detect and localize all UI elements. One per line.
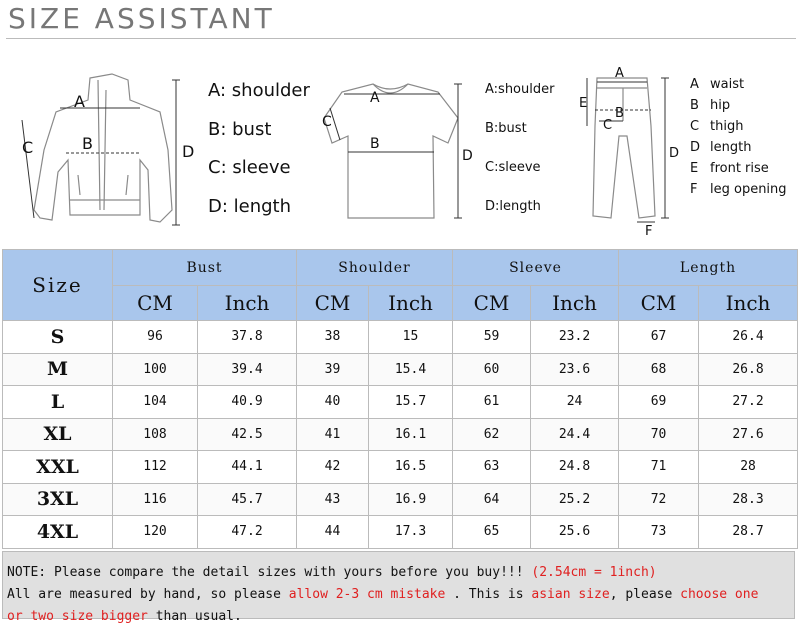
size-label: 4XL — [3, 516, 113, 549]
jacket-legend-c: C: sleeve — [208, 157, 291, 178]
note-line-1: NOTE: Please compare the detail sizes with yours before you buy!!! (2.54cm = 1inch) — [7, 565, 657, 580]
table-cell: 73 — [619, 516, 699, 549]
tshirt-label-c: C — [322, 114, 332, 130]
note-line-2: All are measured by hand, so please allow 2-3 cm mistake . This is asian size, please choose one — [7, 587, 759, 602]
table-cell: 28 — [699, 451, 798, 484]
table-cell: 28.3 — [699, 483, 798, 516]
table-cell: 65 — [453, 516, 531, 549]
unit-header: CM — [453, 286, 531, 321]
pants-legend-f: F leg opening — [690, 182, 787, 197]
table-cell: 61 — [453, 386, 531, 419]
table-group-header — [3, 250, 798, 286]
table-cell: 67 — [619, 321, 699, 354]
table-cell: 108 — [113, 418, 198, 451]
table-cell: 16.5 — [369, 451, 453, 484]
unit-header: CM — [113, 286, 198, 321]
unit-header: Inch — [198, 286, 297, 321]
table-cell: 24 — [531, 386, 619, 419]
pants-label-f: F — [645, 224, 653, 239]
table-cell: 24.8 — [531, 451, 619, 484]
table-cell: 26.8 — [699, 353, 798, 386]
jacket-diagram — [0, 60, 200, 240]
jacket-legend-b: B: bust — [208, 118, 272, 140]
table-cell: 116 — [113, 483, 198, 516]
pants-legend-c: C thigh — [690, 119, 744, 134]
table-cell: 25.2 — [531, 483, 619, 516]
table-cell: 47.2 — [198, 516, 297, 549]
table-cell: 23.6 — [531, 353, 619, 386]
pants-label-d: D — [669, 146, 680, 161]
jacket-label-b: B — [82, 134, 93, 153]
tshirt-legend-a: A:shoulder — [485, 82, 555, 97]
table-cell: 42 — [297, 451, 369, 484]
pants-label-e: E — [579, 96, 588, 111]
table-cell: 44 — [297, 516, 369, 549]
table-cell: 120 — [113, 516, 198, 549]
table-cell: 112 — [113, 451, 198, 484]
size-label: L — [3, 386, 113, 419]
pants-label-a: A — [615, 66, 624, 81]
table-cell: 15 — [369, 321, 453, 354]
table-row — [3, 516, 798, 549]
jacket-label-d: D — [182, 142, 195, 161]
table-cell: 16.1 — [369, 418, 453, 451]
table-cell: 104 — [113, 386, 198, 419]
table-cell: 40.9 — [198, 386, 297, 419]
table-cell: 43 — [297, 483, 369, 516]
size-table-body — [3, 321, 798, 549]
table-cell: 38 — [297, 321, 369, 354]
tshirt-legend-d: D:length — [485, 199, 541, 214]
tshirt-legend-c: C:sleeve — [485, 160, 541, 175]
table-row — [3, 451, 798, 484]
table-cell: 68 — [619, 353, 699, 386]
unit-header: Inch — [531, 286, 619, 321]
sleeve-header: Sleeve — [453, 250, 619, 286]
tshirt-illustration — [318, 68, 483, 238]
size-label: XXL — [3, 451, 113, 484]
table-cell: 15.4 — [369, 353, 453, 386]
table-row — [3, 321, 798, 354]
table-unit-header — [3, 286, 798, 321]
pants-legend-a: A waist — [690, 77, 745, 92]
table-cell: 96 — [113, 321, 198, 354]
table-cell: 39.4 — [198, 353, 297, 386]
table-cell: 17.3 — [369, 516, 453, 549]
pants-legend-e: E front rise — [690, 161, 769, 176]
tshirt-legend-b: B:bust — [485, 121, 527, 136]
table-cell: 45.7 — [198, 483, 297, 516]
jacket-legend-d: D: length — [208, 195, 292, 217]
table-cell: 40 — [297, 386, 369, 419]
table-cell: 44.1 — [198, 451, 297, 484]
table-row — [3, 483, 798, 516]
table-cell: 16.9 — [369, 483, 453, 516]
pants-diagram — [575, 66, 690, 244]
tshirt-legend — [485, 70, 554, 226]
jacket-label-c: C — [22, 138, 34, 157]
pants-legend-d: D length — [690, 140, 752, 155]
table-cell: 71 — [619, 451, 699, 484]
jacket-label-a: A — [74, 92, 85, 111]
pants-label-b: B — [615, 106, 624, 121]
table-cell: 70 — [619, 418, 699, 451]
size-note — [2, 551, 795, 624]
bust-header: Bust — [113, 250, 297, 286]
jacket-legend — [208, 72, 310, 226]
size-table — [2, 249, 798, 549]
tshirt-diagram — [318, 68, 483, 238]
jacket-legend-a: A: shoulder — [208, 80, 310, 101]
page-title: SIZE ASSISTANT — [8, 2, 275, 35]
table-row — [3, 386, 798, 419]
note-line-3: or two size bigger than usual. — [7, 609, 242, 624]
table-row — [3, 353, 798, 386]
shoulder-header: Shoulder — [297, 250, 453, 286]
unit-header: Inch — [369, 286, 453, 321]
tshirt-label-d: D — [462, 148, 473, 164]
size-label: 3XL — [3, 483, 113, 516]
table-cell: 100 — [113, 353, 198, 386]
table-row — [3, 418, 798, 451]
title-divider — [6, 38, 796, 39]
pants-legend — [690, 74, 787, 200]
length-header: Length — [619, 250, 798, 286]
table-cell: 41 — [297, 418, 369, 451]
table-cell: 69 — [619, 386, 699, 419]
table-cell: 24.4 — [531, 418, 619, 451]
table-cell: 64 — [453, 483, 531, 516]
unit-header: CM — [297, 286, 369, 321]
unit-header: Inch — [699, 286, 798, 321]
table-cell: 63 — [453, 451, 531, 484]
table-cell: 26.4 — [699, 321, 798, 354]
table-cell: 72 — [619, 483, 699, 516]
size-column-header: Size — [3, 250, 113, 321]
size-label: M — [3, 353, 113, 386]
size-label: XL — [3, 418, 113, 451]
table-cell: 23.2 — [531, 321, 619, 354]
table-cell: 59 — [453, 321, 531, 354]
table-cell: 15.7 — [369, 386, 453, 419]
table-cell: 27.6 — [699, 418, 798, 451]
pants-legend-b: B hip — [690, 98, 731, 113]
table-cell: 28.7 — [699, 516, 798, 549]
table-cell: 39 — [297, 353, 369, 386]
table-cell: 25.6 — [531, 516, 619, 549]
tshirt-label-a: A — [370, 90, 380, 106]
table-cell: 42.5 — [198, 418, 297, 451]
tshirt-label-b: B — [370, 136, 380, 152]
table-cell: 27.2 — [699, 386, 798, 419]
table-cell: 37.8 — [198, 321, 297, 354]
table-cell: 60 — [453, 353, 531, 386]
size-label: S — [3, 321, 113, 354]
table-cell: 62 — [453, 418, 531, 451]
unit-header: CM — [619, 286, 699, 321]
pants-label-c: C — [603, 118, 613, 133]
